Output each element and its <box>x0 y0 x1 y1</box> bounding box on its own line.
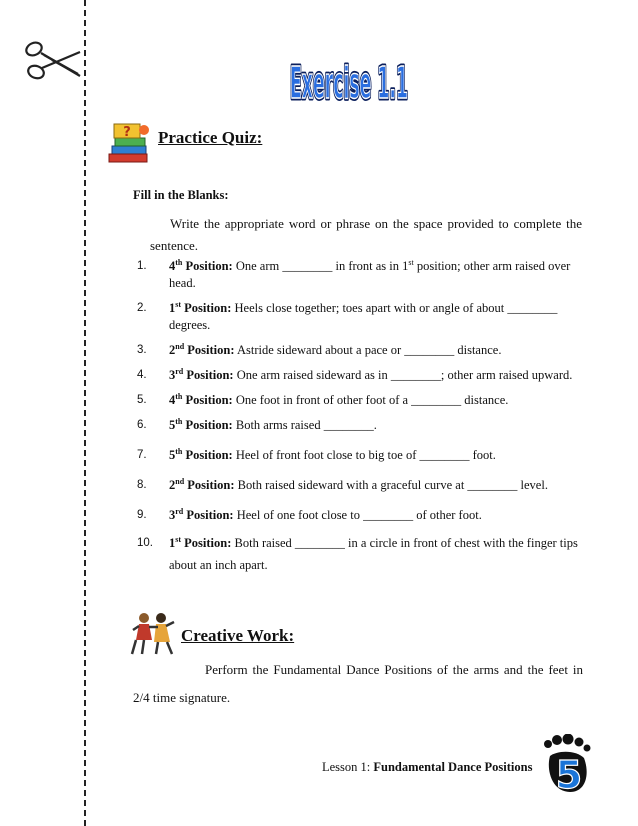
scissors-icon <box>22 38 84 88</box>
footer-prefix: Lesson 1: <box>322 760 374 774</box>
position-label <box>169 368 234 382</box>
question-number: 4. <box>137 369 147 381</box>
position-label <box>169 478 235 492</box>
ordinal-suffix: rd <box>175 506 184 516</box>
question-text: Both raised sideward with a graceful curve at ________ level. <box>237 478 548 492</box>
question-item <box>137 300 583 334</box>
question-text: Heels close together; toes apart with or angle of about ________ degrees. <box>169 301 558 332</box>
position-ordinal: 2 <box>169 343 176 357</box>
question-list <box>137 258 583 576</box>
question-text: position; other arm raised over head. <box>169 259 571 290</box>
svg-text:?: ? <box>123 125 131 140</box>
footer-lesson-name: Fundamental Dance Positions <box>373 760 533 774</box>
question-number: 10. <box>137 537 153 549</box>
ordinal-suffix: nd <box>175 476 185 486</box>
position-label <box>169 536 231 550</box>
ordinal-suffix: th <box>175 391 183 401</box>
ordinal-suffix: st <box>175 534 182 544</box>
question-text: One foot in front of other foot of a ________ distance. <box>235 393 509 407</box>
question-item <box>137 367 583 384</box>
position-word: Position: <box>187 478 235 492</box>
footer <box>322 760 532 775</box>
position-word: Position: <box>187 343 235 357</box>
position-label <box>169 259 233 273</box>
position-ordinal: 5 <box>169 418 176 432</box>
position-word: Position: <box>186 368 234 382</box>
position-word: Position: <box>185 418 233 432</box>
question-number: 7. <box>137 449 147 461</box>
question-item <box>137 258 583 292</box>
position-ordinal: 5 <box>169 448 176 462</box>
position-ordinal: 1 <box>169 301 176 315</box>
position-ordinal: 3 <box>169 508 176 522</box>
ordinal-suffix: st <box>175 299 182 309</box>
question-text: st <box>408 257 414 267</box>
question-number: 5. <box>137 394 147 406</box>
position-ordinal: 2 <box>169 478 176 492</box>
question-text: Both raised ________ in a circle in front of chest with the finger tips about an inch apart. <box>169 536 578 572</box>
quiz-books-icon <box>106 118 154 166</box>
practice-quiz-title: Practice Quiz: <box>158 128 263 147</box>
position-label <box>169 301 231 315</box>
question-item <box>137 392 583 409</box>
ordinal-suffix: rd <box>175 366 184 376</box>
position-word: Position: <box>185 393 233 407</box>
question-number: 6. <box>137 419 147 431</box>
position-label <box>169 343 235 357</box>
position-ordinal: 4 <box>169 259 176 273</box>
question-number: 8. <box>137 479 147 491</box>
ordinal-suffix: th <box>175 446 183 456</box>
fill-blanks-title: Fill in the Blanks: <box>133 188 229 202</box>
exercise-banner <box>287 54 411 106</box>
position-word: Position: <box>184 536 232 550</box>
question-item <box>137 532 583 576</box>
question-item <box>137 477 583 494</box>
question-number: 3. <box>137 344 147 356</box>
question-text: Both arms raised ________. <box>235 418 377 432</box>
footprint-5-logo <box>540 734 594 796</box>
creative-work-text: Perform the Fundamental Dance Positions of the arms and the feet in 2/4 time signature. <box>133 662 583 705</box>
question-text: One arm raised sideward as in ________; other arm raised upward. <box>236 368 573 382</box>
ordinal-suffix: th <box>175 257 183 267</box>
question-text: Heel of front foot close to big toe of ________ foot. <box>235 448 496 462</box>
position-word: Position: <box>184 301 232 315</box>
position-word: Position: <box>185 259 233 273</box>
question-item <box>137 417 583 434</box>
dancers-icon <box>130 610 176 656</box>
cut-line <box>84 0 86 826</box>
question-text: Heel of one foot close to ________ of other foot. <box>236 508 482 522</box>
question-number: 2. <box>137 302 147 314</box>
svg-text:Exercise 1.1: Exercise 1.1 <box>290 58 408 106</box>
creative-work-title: Creative Work: <box>181 626 295 645</box>
question-number: 9. <box>137 509 147 521</box>
position-ordinal: 3 <box>169 368 176 382</box>
question-item <box>137 342 583 359</box>
banner-title: Exercise 1.1 <box>290 58 408 106</box>
position-ordinal: 1 <box>169 536 176 550</box>
question-item <box>137 447 583 464</box>
question-item <box>137 507 583 524</box>
position-word: Position: <box>185 448 233 462</box>
position-word: Position: <box>186 508 234 522</box>
position-label <box>169 508 234 522</box>
logo-number: 5 <box>555 753 583 796</box>
ordinal-suffix: th <box>175 416 183 426</box>
ordinal-suffix: nd <box>175 341 185 351</box>
position-ordinal: 4 <box>169 393 176 407</box>
position-label <box>169 418 233 432</box>
position-label <box>169 448 233 462</box>
question-text: Astride sideward about a pace or ________ distance. <box>236 343 502 357</box>
question-text: One arm ________ in front as in 1 <box>235 259 409 273</box>
instructions: Write the appropriate word or phrase on the space provided to complete the sentence. <box>150 216 582 253</box>
question-number: 1. <box>137 260 147 272</box>
position-label <box>169 393 233 407</box>
